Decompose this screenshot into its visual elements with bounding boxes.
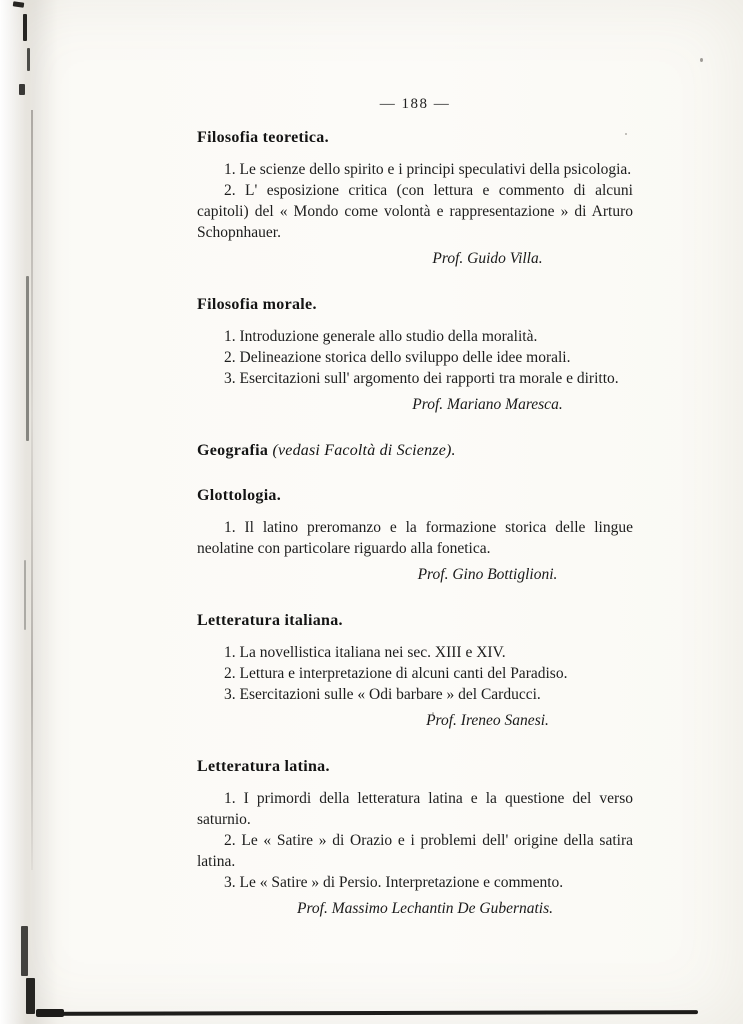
- course-section-filosofia-morale: [197, 296, 633, 415]
- course-section-filosofia-teoretica: [197, 129, 633, 269]
- professor-name: Prof. Massimo Lechantin De Gubernatis.: [296, 900, 554, 917]
- course-item: 2. Lettura e interpretazione di alcuni canti del Paradiso.: [224, 665, 568, 682]
- course-section-letteratura-latina: [197, 758, 633, 919]
- professor-name: Prof. Gino Bottiglioni.: [417, 566, 558, 583]
- course-item: 2. Le « Satire » di Orazio e i problemi dell' origine della satira latina.: [197, 832, 633, 870]
- binding-gutter-shadow: [0, 0, 58, 1024]
- scan-bottom-line: [36, 1010, 698, 1016]
- course-item: 2. L' esposizione critica (con lettura e commento di alcuni capitoli) del « Mondo come volontà e rappresentazione » di Arturo Schopnhauer.: [197, 182, 633, 241]
- course-item: 1. Introduzione generale allo studio della moralità.: [224, 328, 538, 345]
- section-heading: Letteratura italiana.: [197, 612, 343, 629]
- course-section-glottologia: [197, 487, 633, 585]
- course-item: 3. Le « Satire » di Persio. Interpretazione e commento.: [224, 874, 564, 891]
- section-heading: [197, 442, 633, 460]
- binding-spine-line: [31, 110, 33, 870]
- course-section-geografia: [197, 442, 633, 460]
- section-heading-note: (vedasi Facoltà di Scienze).: [272, 442, 456, 459]
- professor-name: Prof. Mariano Maresca.: [412, 396, 563, 413]
- course-item: 2. Delineazione storica dello sviluppo delle idee morali.: [224, 349, 571, 366]
- scan-speck: [700, 58, 703, 62]
- course-item: 1. Il latino preromanzo e la formazione storica delle lingue neolatine con particolare riguardo alla fonetica.: [197, 519, 633, 557]
- page-number: — 188 —: [379, 96, 451, 112]
- course-section-letteratura-italiana: [197, 612, 633, 731]
- binding-mark: [24, 560, 26, 630]
- section-heading: Glottologia.: [197, 487, 282, 504]
- course-item: 1. La novellistica italiana nei sec. XIII e XIV.: [224, 644, 506, 661]
- section-heading-text: Geografia: [197, 442, 269, 459]
- course-item: 3. Esercitazioni sull' argomento dei rapporti tra morale e diritto.: [224, 370, 619, 387]
- binding-mark: [19, 84, 25, 95]
- binding-mark: [21, 926, 28, 976]
- professor-name: Prof. Guido Villa.: [432, 250, 543, 267]
- scan-bottom-blob: [36, 1009, 64, 1017]
- course-item: 3. Esercitazioni sulle « Odi barbare » del Carducci.: [224, 686, 541, 703]
- professor-name: Prof. Ireneo Sanesi.: [426, 712, 549, 729]
- course-item: 1. I primordi della letteratura latina e la questione del verso saturnio.: [197, 790, 633, 828]
- binding-mark: [23, 14, 27, 41]
- course-item: 1. Le scienze dello spirito e i principi speculativi della psicologia.: [224, 161, 632, 178]
- section-heading: Letteratura latina.: [197, 758, 330, 775]
- section-heading: Filosofia teoretica.: [197, 129, 329, 146]
- binding-mark: [26, 276, 29, 441]
- binding-mark: [26, 978, 35, 1014]
- binding-mark: [13, 1, 25, 7]
- text-block: [197, 96, 633, 946]
- section-heading: Filosofia morale.: [197, 296, 317, 313]
- binding-mark: [27, 48, 30, 71]
